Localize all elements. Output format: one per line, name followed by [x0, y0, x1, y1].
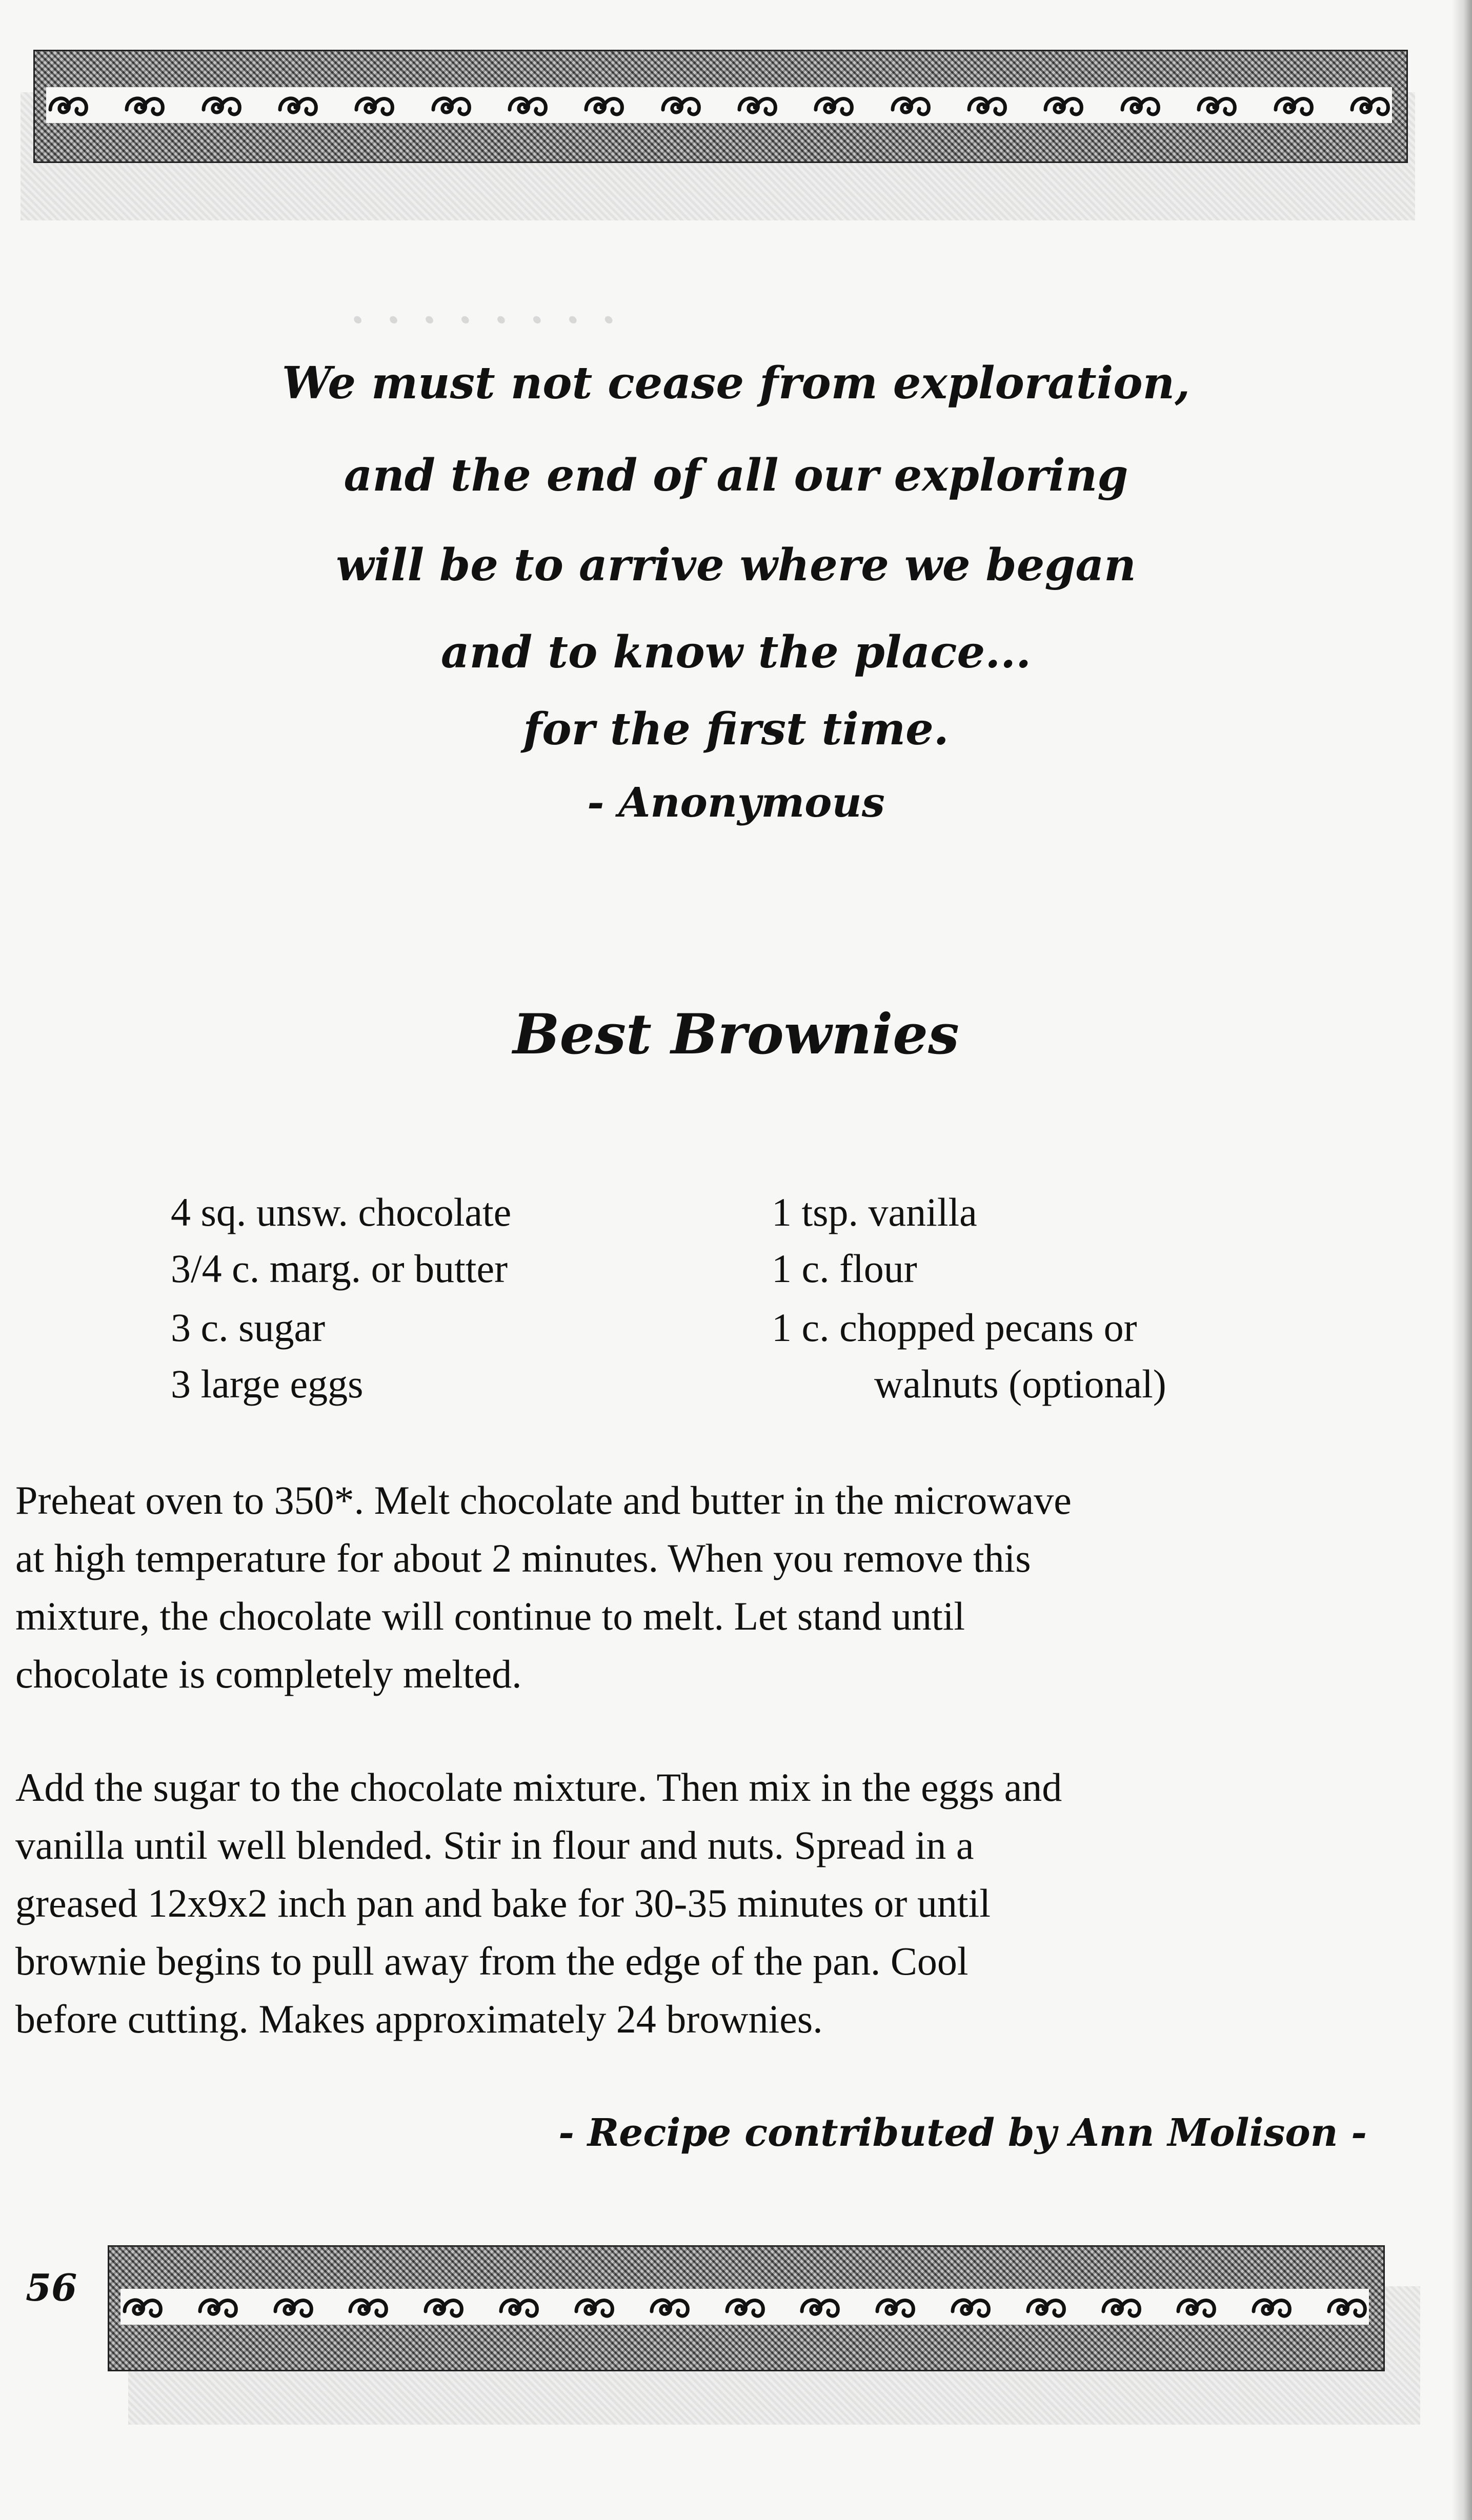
swirl-ornament-icon [648, 2289, 692, 2325]
ingredient-right-3: 1 c. chopped pecans or [772, 1305, 1137, 1350]
swirl-ornament-icon [723, 2289, 767, 2325]
swirl-ornament-icon [873, 2289, 917, 2325]
recipe-contributor: - Recipe contributed by Ann Molison - [558, 2111, 1367, 2155]
quote-line-2: and the end of all our exploring [344, 450, 1128, 501]
swirl-ornament-icon [1272, 87, 1316, 123]
swirl-ornament-icon [812, 87, 856, 123]
ingredient-left-1: 4 sq. unsw. chocolate [171, 1190, 512, 1234]
instructions-p1-line-1: Preheat oven to 350*. Melt chocolate and butter in the microwave [15, 1478, 1072, 1522]
swirl-ornament-icon [1348, 87, 1392, 123]
instructions-p2-line-4: brownie begins to pull away from the edge of the pan. Cool [15, 1939, 969, 1983]
swirl-ornament-icon [572, 2289, 616, 2325]
page-number: 56 [26, 2266, 77, 2309]
quote-line-1: We must not cease from exploration, [281, 357, 1191, 409]
swirl-ornament-icon [346, 2289, 390, 2325]
ingredient-right-4: walnuts (optional) [874, 1361, 1166, 1406]
instructions-p1-line-4: chocolate is completely melted. [15, 1652, 522, 1696]
swirl-ornament-icon [735, 87, 779, 123]
swirl-ornament-icon [1195, 87, 1239, 123]
ingredient-right-2: 1 c. flour [772, 1246, 917, 1291]
swirl-ornament-icon [582, 87, 626, 123]
bleed-ghost-heading: · · · · · · · · [349, 287, 618, 353]
instructions-p2-line-3: greased 12x9x2 inch pan and bake for 30-35 minutes or until [15, 1881, 991, 1925]
top-ornament-row [46, 87, 1392, 123]
instructions-p2-line-2: vanilla until well blended. Stir in flour and nuts. Spread in a [15, 1823, 974, 1867]
swirl-ornament-icon [1099, 2289, 1143, 2325]
swirl-ornament-icon [1041, 87, 1085, 123]
swirl-ornament-icon [199, 87, 244, 123]
swirl-ornament-icon [1024, 2289, 1068, 2325]
ingredient-left-3: 3 c. sugar [171, 1305, 326, 1350]
swirl-ornament-icon [421, 2289, 466, 2325]
ingredient-left-2: 3/4 c. marg. or butter [171, 1246, 508, 1291]
swirl-ornament-icon [1325, 2289, 1369, 2325]
swirl-ornament-icon [798, 2289, 842, 2325]
swirl-ornament-icon [1174, 2289, 1218, 2325]
swirl-ornament-icon [506, 87, 550, 123]
instructions-p1-line-3: mixture, the chocolate will continue to melt. Let stand until [15, 1594, 965, 1638]
swirl-ornament-icon [46, 87, 90, 123]
recipe-title: Best Brownies [513, 1002, 959, 1067]
quote-line-5: for the first time. [523, 703, 949, 755]
swirl-ornament-icon [429, 87, 473, 123]
swirl-ornament-icon [949, 2289, 993, 2325]
swirl-ornament-icon [276, 87, 320, 123]
instructions-p2-line-1: Add the sugar to the chocolate mixture. Then mix in the eggs and [15, 1765, 1062, 1810]
instructions-p1-line-2: at high temperature for about 2 minutes. When you remove this [15, 1536, 1031, 1580]
quote-line-4: and to know the place... [440, 626, 1032, 678]
swirl-ornament-icon [889, 87, 933, 123]
ingredient-left-4: 3 large eggs [171, 1361, 364, 1406]
swirl-ornament-icon [1249, 2289, 1294, 2325]
swirl-ornament-icon [120, 2289, 165, 2325]
quote-line-3: will be to arrive where we began [336, 539, 1136, 591]
ingredient-right-1: 1 tsp. vanilla [772, 1190, 977, 1234]
swirl-ornament-icon [965, 87, 1009, 123]
swirl-ornament-icon [352, 87, 396, 123]
instructions-p2-line-5: before cutting. Makes approximately 24 brownies. [15, 1997, 823, 2041]
swirl-ornament-icon [1118, 87, 1162, 123]
swirl-ornament-icon [497, 2289, 541, 2325]
swirl-ornament-icon [196, 2289, 240, 2325]
page-spine-shadow [1451, 0, 1472, 2520]
swirl-ornament-icon [271, 2289, 315, 2325]
swirl-ornament-icon [659, 87, 703, 123]
swirl-ornament-icon [123, 87, 167, 123]
bottom-ornament-row [120, 2289, 1369, 2325]
quote-attribution: - Anonymous [587, 778, 885, 826]
